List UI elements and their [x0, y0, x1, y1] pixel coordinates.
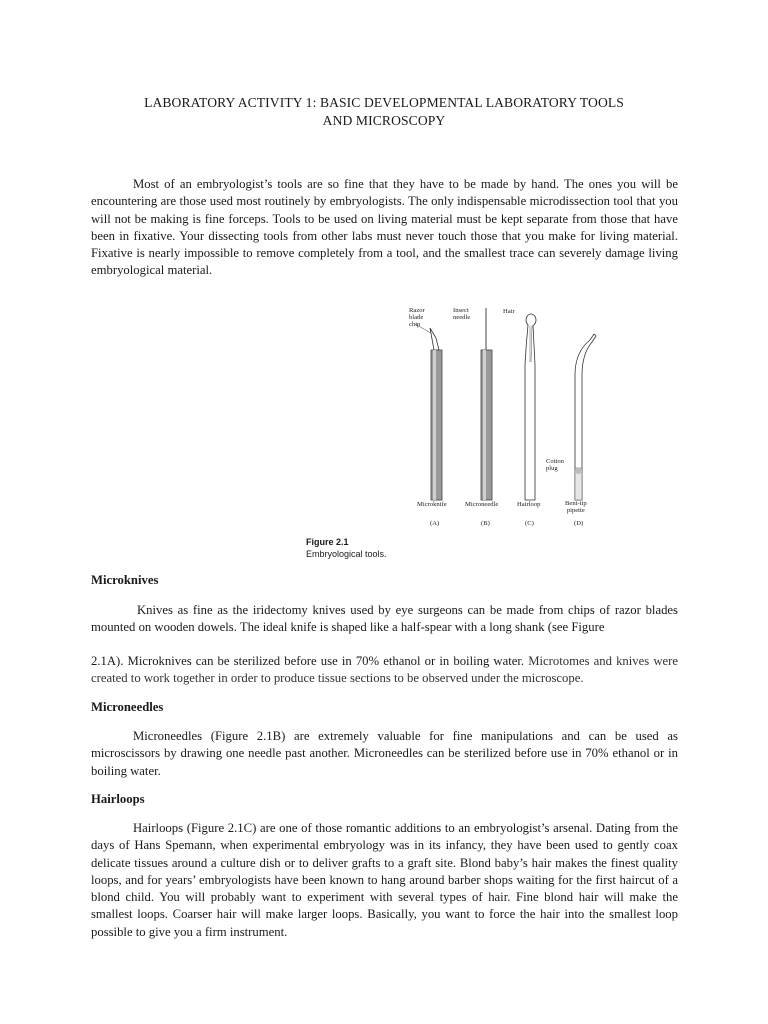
figure-caption	[306, 536, 387, 560]
tool-name-microneedle: Microneedle	[465, 501, 499, 508]
bent-tip-pipette-drawing	[575, 334, 596, 500]
microneedle-drawing	[481, 308, 492, 500]
figure-number: Figure 2.1	[306, 537, 349, 547]
tool-letter-b: (B)	[481, 520, 490, 527]
microknives-heading: Microknives	[91, 573, 159, 587]
cotton-plug-label: Cotton plug	[546, 458, 564, 472]
intro-paragraph	[91, 176, 678, 280]
microknives-paragraph: Knives as fine as the iridectomy knives used by eye surgeons can be made from chips of razor blades mounted on wooden dowels. The ideal knife is shaped like a half-spear with a long shank (see Figure	[91, 603, 678, 635]
insect-needle-label: Insect needle	[453, 307, 471, 321]
tool-name-bent-tip-pipette: Bent-tip pipette	[565, 500, 587, 514]
title-line-2: AND MICROSCOPY	[322, 113, 446, 128]
microknife-drawing	[415, 324, 442, 500]
razor-blade-chip-label: Razor blade chip	[409, 307, 425, 328]
microneedles-heading: Microneedles	[91, 700, 164, 714]
figure-description: Embryological tools.	[306, 549, 387, 559]
tool-letter-a: (A)	[430, 520, 440, 527]
embryological-tools-figure	[300, 300, 620, 565]
microknives-paragraph-2: 2.1A). Microknives can be sterilized before use in 70% ethanol or in boiling water. Microtomes and knives were created to work together in order to produce tissue sections to be observed under the microscope.	[91, 654, 678, 686]
hairloops-paragraph: Hairloops (Figure 2.1C) are one of those romantic additions to an embryologist’s arsenal. Dating from the days of Hans Spemann, when experimental embryology was in its infancy, they have been used to gently coax delicate tissues around a culture dish or to deliver grafts to a graft site. Blond baby’s hair makes the finest quality loops, and for years’ embryologists have been known to hang around barber shops waiting for the first haircut of a blond child. You will probably want to experiment with several types of hair. Fine blond hair will make the smallest loops. Coarser hair will make larger loops. Basically, you want to force the hair into the smallest loop possible to give you a firm instrument.	[91, 821, 678, 939]
tool-letter-d: (D)	[574, 520, 584, 527]
hairloops-heading: Hairloops	[91, 792, 145, 806]
tool-letter-c: (C)	[525, 520, 534, 527]
intro-text: Most of an embryologist’s tools are so fine that they have to be made by hand. The ones you will be encountering are those used most routinely by embryologists. The only indispensable microdissection tool that you will not be making is fine forceps. Tools to be used on living material must be kept separate from those that have been in fixative. Your dissecting tools from other labs must never touch those that you make for living material. Fixative is nearly impossible to remove completely from a tool, and the smallest trace can severely damage living embryological material.	[91, 177, 678, 278]
tool-name-hairloop: Hairloop	[517, 501, 541, 508]
title-line-1: LABORATORY ACTIVITY 1: BASIC DEVELOPMENTAL LABORATORY TOOLS	[144, 95, 624, 110]
page-title	[92, 94, 676, 130]
tool-name-microknife: Microknife	[417, 501, 447, 508]
hair-label: Hair	[503, 308, 515, 315]
hairloop-drawing	[525, 314, 536, 500]
microneedles-paragraph: Microneedles (Figure 2.1B) are extremely valuable for fine manipulations and can be used as microscissors by drawing one needle past another. Microneedles can be sterilized before use in 70% ethanol or in boiling water.	[91, 729, 678, 778]
